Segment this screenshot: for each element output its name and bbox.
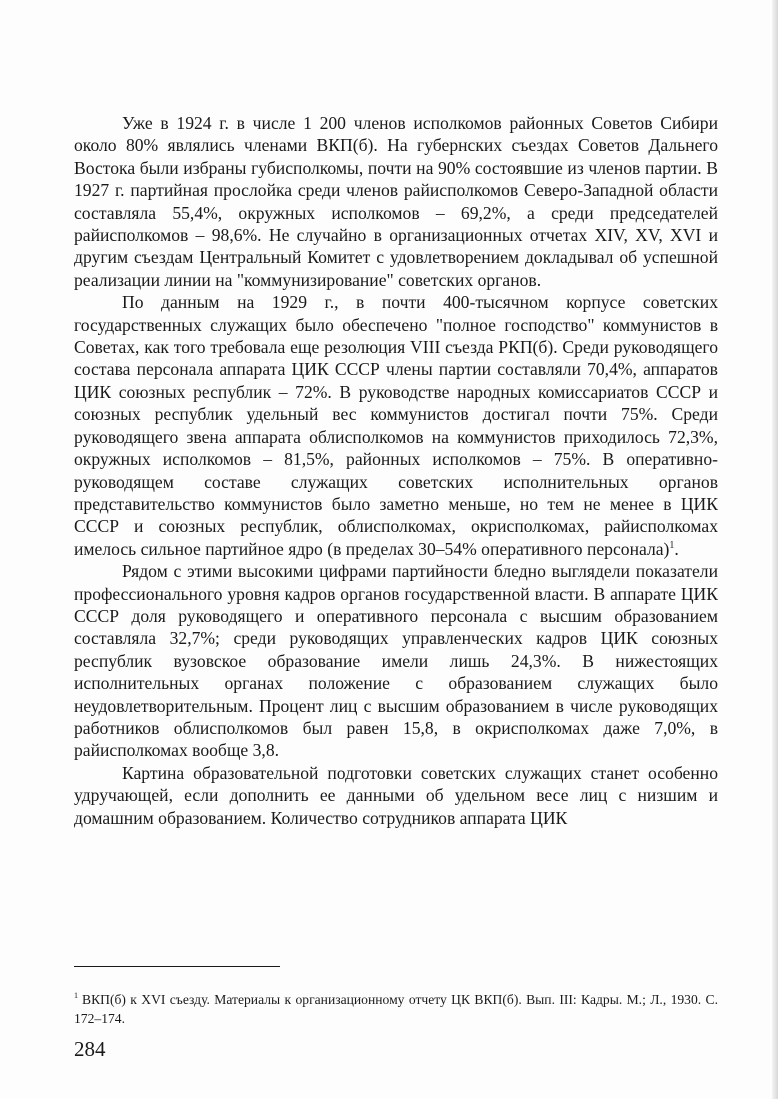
footnote-reference: 1 <box>669 539 675 551</box>
page-number: 284 <box>74 1037 106 1061</box>
footnote-marker: 1 <box>74 991 78 1001</box>
paragraph-2-tail: . <box>674 538 679 559</box>
body-text <box>74 112 718 829</box>
footnote-text: ВКП(б) к XVI съезду. Материалы к организационному отчету ЦК ВКП(б). Вып. III: Кадры. М.; Л., 1930. С. 172–174. <box>74 992 718 1026</box>
page-edge-shadow <box>772 0 778 1099</box>
footnote <box>74 990 718 1028</box>
footnote-divider <box>74 966 280 967</box>
paragraph-1: Уже в 1924 г. в числе 1 200 членов исполкомов районных Советов Сибири около 80% являлись членами ВКП(б). На губернских съездах Советов Дальнего Востока были избраны губисполкомы, почти на 90% состоявшие из членов партии. В 1927 г. партийная прослойка среди членов райисполкомов Северо-Западной области составляла 55,4%, окружных исполкомов – 69,2%, а среди председателей райисполкомов – 98,6%. Не случайно в организационных отчетах XIV, XV, XVI и другим съездам Центральный Комитет с удовлетворением докладывал об успешной реализации линии на "коммунизирование" советских органов. <box>74 113 718 290</box>
paragraph-4: Картина образовательной подготовки советских служащих станет особенно удручающей, если дополнить ее данными об удельном весе лиц с низшим и домашним образованием. Количество сотрудников аппарата ЦИК <box>74 762 718 828</box>
paragraph-2 <box>74 291 718 560</box>
paragraph-3: Рядом с этими высокими цифрами партийности бледно выглядели показатели профессионального уровня кадров органов государственной власти. В аппарате ЦИК СССР доля руководящего и оперативного персонала с высшим образованием составляла 32,7%; среди руководящих управленческих кадров ЦИК союзных республик вузовское образование имели лишь 24,3%. В нижестоящих исполнительных органах положение с образованием служащих было неудовлетворительным. Процент лиц с высшим образованием в числе руководящих работников облисполкомов был равен 15,8, в окрисполкомах даже 7,0%, в райисполкомах вообще 3,8. <box>74 561 718 761</box>
paragraph-2-text: По данным на 1929 г., в почти 400-тысячном корпусе советских государственных служащих было обеспечено "полное господство" коммунистов в Советах, как того требовала еще резолюция VIII съезда РКП(б). Среди руководящего состава персонала аппарата ЦИК СССР члены партии составляли 70,4%, аппаратов ЦИК союзных республик – 72%. В руководстве народных комиссариатов СССР и союзных республик удельный вес коммунистов достигал почти 75%. Среди руководящего звена аппарата облисполкомов на коммунистов приходилось 72,3%, окружных исполкомов – 81,5%, районных исполкомов – 75%. В оперативно-руководящем составе служащих советских исполнительных органов представительство коммунистов было заметно меньше, но тем не менее в ЦИК СССР и союзных республик, облисполкомах, окрисполкомах, райисполкомах имелось сильное партийное ядро (в пределах 30–54% оперативного персонала) <box>74 292 718 559</box>
